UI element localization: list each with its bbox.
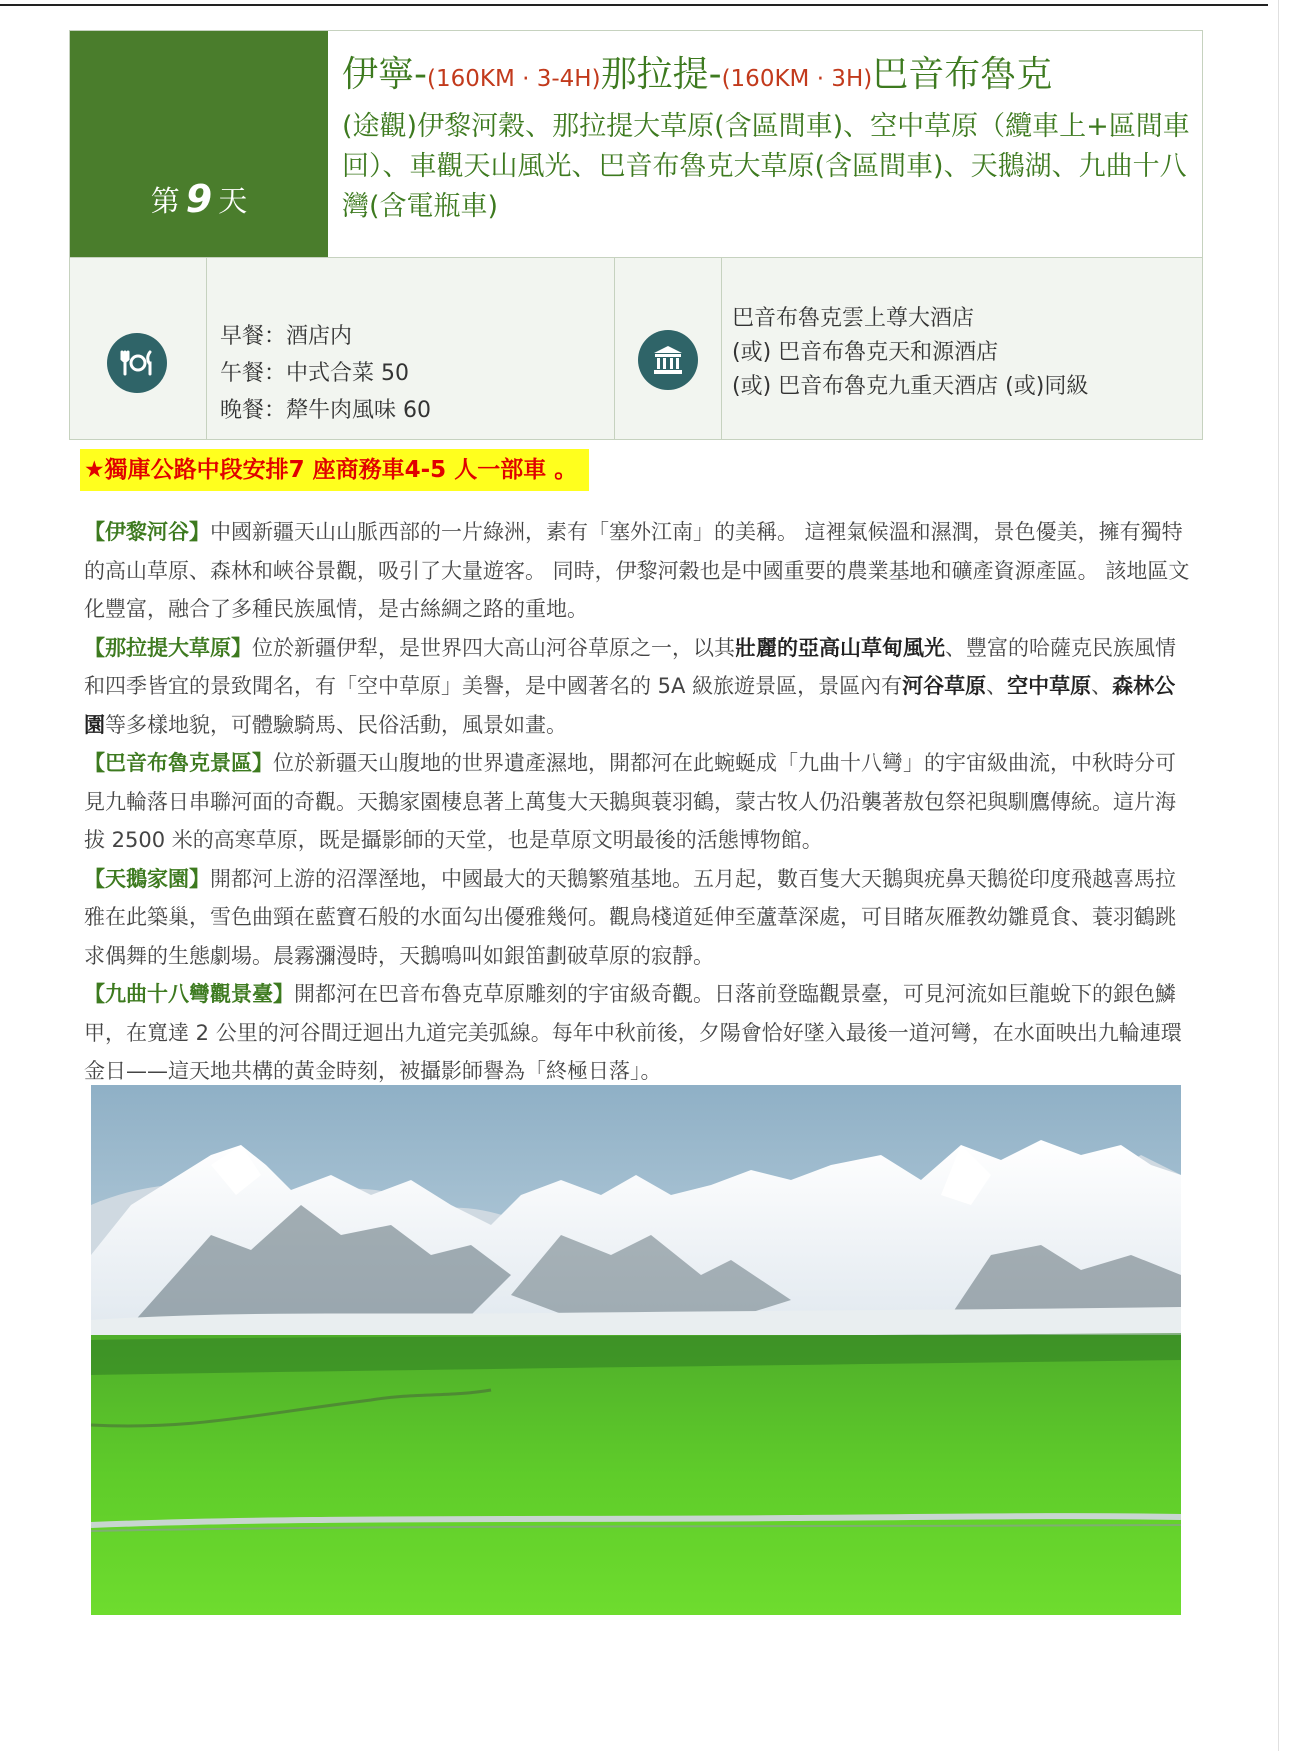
section-text: 、 (1091, 674, 1113, 698)
hotel-list (732, 302, 1088, 404)
day-badge (70, 31, 328, 257)
section-heading: 【天鵝家園】 (84, 866, 210, 891)
hotel-icon (638, 330, 698, 390)
section-heading: 【伊黎河谷】 (84, 520, 210, 544)
section-heading: 【那拉提大草原】 (84, 635, 252, 660)
meals-hotels-row (69, 257, 1203, 440)
hotel-option-1: 巴音布魯克雲上尊大酒店 (732, 306, 975, 331)
section-text: 位於新疆伊犁，是世界四大高山河谷草原之一，以其 (252, 635, 735, 660)
hotel-option-2: (或) 巴音布魯克天和源酒店 (732, 340, 999, 365)
route-description: (途觀)伊黎河穀、那拉提大草原(含區間車)、空中草原（纜車上+區間車回）、車觀天山風光、巴音布魯克大草原(含區間車)、天鵝湖、九曲十八灣(含電瓶車) (342, 111, 1190, 222)
section-text: 開都河在巴音布魯克草原雕刻的宇宙級奇觀。日落前登臨觀景臺，可見河流如巨龍蛻下的銀色鱗甲，在寬達 2 公里的河谷間迂迴出九道完美弧線。每年中秋前後，夕陽會恰好墜入最後一道河彎，在水面映出九輪連環金日——這天地共構的黃金時刻，被攝影師譽為「終極日落」。 (84, 982, 1182, 1083)
hotel-icon-cell (615, 258, 722, 439)
route-city-1: 伊寧- (342, 54, 427, 95)
section-text: 中國新疆天山山脈西部的一片綠洲，素有「塞外江南」的美稱。 這裡氣候溫和濕潤，景色優美，擁有獨特的高山草原、森林和峽谷景觀，吸引了大量遊客。 同時，伊黎河穀也是中國重要的農業基地和礦產資源產區。 該地區文化豐富，融合了多種民族風情，是古絲綢之路的重地。 (84, 520, 1190, 621)
route-city-3: 巴音布魯克 (872, 54, 1053, 95)
section-text: 等多樣地貌，可體驗騎馬、民俗活動，風景如畫。 (105, 712, 567, 737)
section-text: 、 (986, 674, 1008, 698)
day-header (69, 30, 1203, 258)
dinner-text: 晚餐：犛牛肉風味 60 (220, 398, 431, 423)
route-block (342, 51, 1192, 227)
dining-icon (107, 333, 167, 393)
section-bold-text: 森林公園 (84, 674, 1176, 737)
day-number: 9 (185, 177, 213, 221)
route-distance-2: (160KM · 3H) (721, 66, 873, 92)
meals-cell (207, 258, 615, 439)
section-text: 開都河上游的沼澤溼地，中國最大的天鵝繁殖基地。五月起，數百隻大天鵝與疣鼻天鵝從印度飛越喜馬拉雅在此築巢，雪色曲頸在藍寶石般的水面勾出優雅幾何。觀鳥棧道延伸至蘆葦深處，可目睹灰雁教幼雛覓食、蓑羽鶴跳求偶舞的生態劇場。晨霧瀰漫時，天鵝鳴叫如銀笛劃破草原的寂靜。 (84, 866, 1176, 968)
grassland-mountain-photo (91, 1085, 1181, 1615)
transport-notice: ★獨庫公路中段安排7 座商務車4-5 人一部車 。 (80, 449, 589, 491)
breakfast-text: 早餐：酒店内 (220, 324, 353, 349)
section-jiuqu (84, 975, 1194, 1091)
route-city-2: 那拉提- (600, 54, 722, 95)
hotels-cell (722, 258, 1202, 439)
hotel-option-3: (或) 巴音布魯克九重天酒店 (或)同級 (732, 374, 1089, 399)
section-bold-text: 空中草原 (1007, 674, 1092, 698)
attraction-descriptions (84, 513, 1194, 1091)
route-distance-1: (160KM · 3-4H) (427, 66, 601, 92)
section-heading: 【巴音布魯克景區】 (84, 751, 273, 775)
lunch-text: 午餐：中式合菜 50 (220, 361, 409, 386)
section-text: 位於新疆天山腹地的世界遺產濕地，開都河在此蜿蜒成「九曲十八彎」的宇宙級曲流，中秋時分可見九輪落日串聯河面的奇觀。天鵝家園棲息著上萬隻大天鵝與蓑羽鶴，蒙古牧人仍沿襲著敖包祭祀與馴鷹傳統。這片海拔 2500 米的高寒草原，既是攝影師的天堂，也是草原文明最後的活態博物館。 (84, 751, 1176, 852)
meal-icon-cell (70, 258, 207, 439)
section-nalati (84, 629, 1194, 745)
meal-list (220, 318, 431, 429)
section-bold-text: 河谷草原 (902, 674, 987, 698)
day-prefix: 第 (150, 183, 180, 218)
section-text: 、豐富的哈薩克民族風情和四季皆宜的景致聞名，有「空中草原」美譽，是中國著名的 5A 級旅遊景區，景區內有 (84, 635, 1176, 698)
section-swan-home (84, 860, 1194, 976)
section-heading: 【九曲十八彎觀景臺】 (84, 982, 294, 1006)
landscape-illustration (91, 1085, 1181, 1615)
section-bold-text: 壯麗的亞高山草甸風光 (735, 635, 945, 660)
top-rule (0, 4, 1268, 6)
section-yili (84, 513, 1194, 629)
section-bayinbuluke (84, 744, 1194, 860)
route-title (342, 51, 1192, 103)
page-edge (1278, 0, 1279, 1751)
day-suffix: 天 (218, 183, 248, 218)
